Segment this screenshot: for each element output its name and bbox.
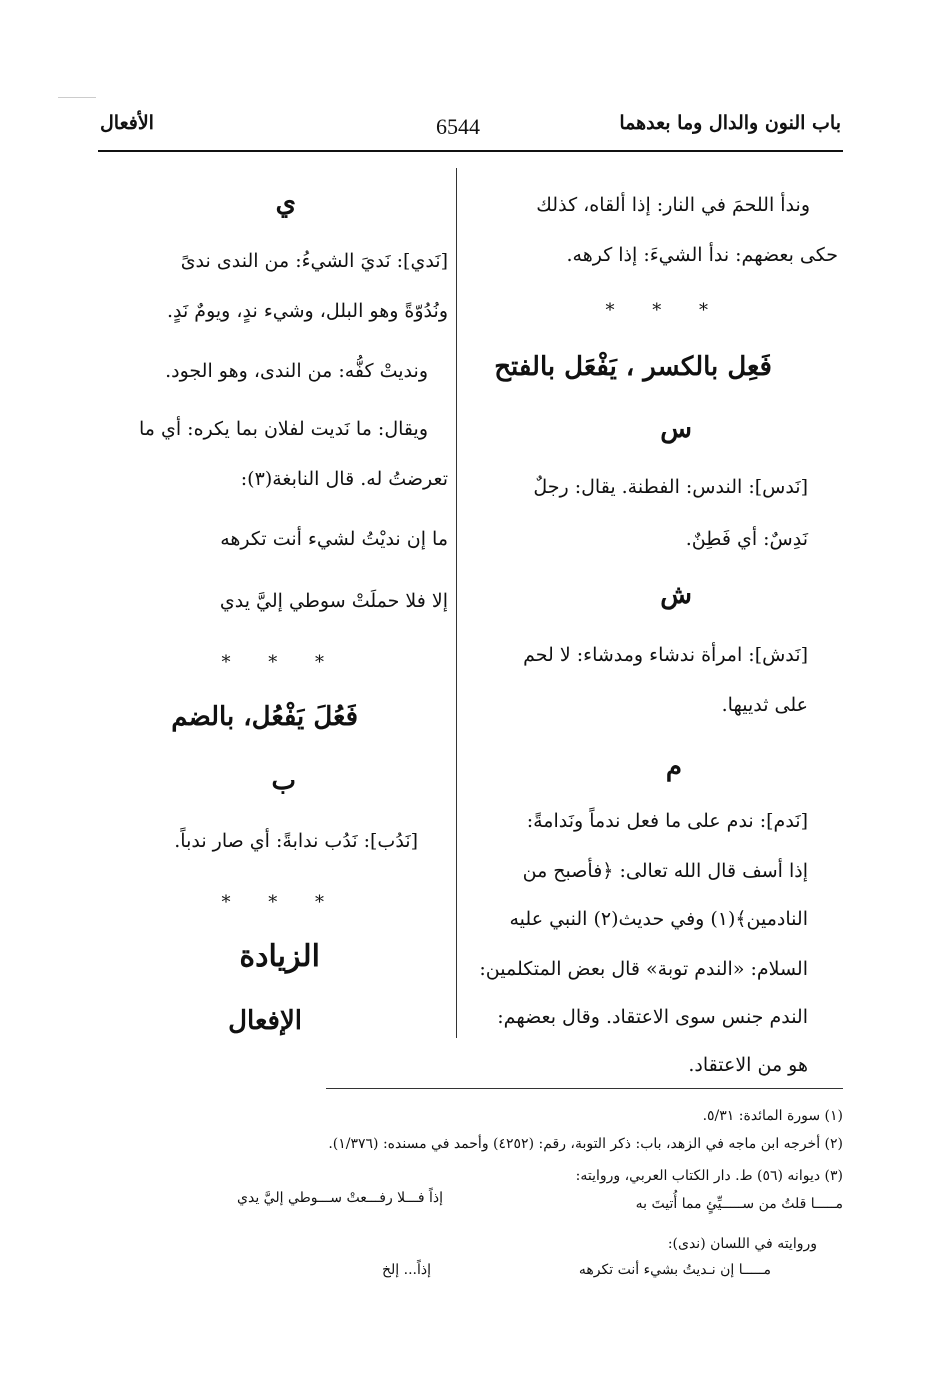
section-stars: * * * <box>221 892 340 913</box>
section-subtitle: الإفعال <box>228 1006 302 1036</box>
text-line: [نَدم]: ندم على ما فعل ندماً ونَدامةً: <box>526 810 808 832</box>
left-column <box>86 0 448 1080</box>
text-line: [نَدُب]: نَدُب ندابةً: أي صار ندباً. <box>174 830 418 852</box>
letter-heading: ش <box>660 580 692 610</box>
text-line: إذا أسف قال الله تعالى: ﴿فأصبح من <box>522 860 808 882</box>
running-head-left: الأفعال <box>100 112 154 134</box>
section-heading: فَعُلَ يَفْعُل، بالضم <box>171 702 358 732</box>
footnote: (١) سورة المائدة: ٥/٣١. <box>702 1108 843 1124</box>
right-column <box>466 0 842 1080</box>
section-stars: * * * <box>605 300 724 321</box>
text-line: هو من الاعتقاد. <box>688 1054 808 1076</box>
chapter-title: باب النون والدال وما بعدهما <box>619 112 841 134</box>
letter-heading: س <box>660 414 692 444</box>
section-title: الزيادة <box>239 939 320 974</box>
text-line: ويقال: ما نَديت لفلان بما يكره: أي ما <box>138 418 428 440</box>
text-line: ونُدُوّةً وهو البلل، وشيء ندٍ، ويومٌ نَدٍ. <box>166 300 448 322</box>
footnote: (٢) أخرجه ابن ماجه في الزهد، باب: ذكر التوبة، رقم: (٤٢٥٢) وأحمد في مسنده: (١/٣٧٦). <box>328 1136 843 1152</box>
footnote-rule <box>326 1088 843 1089</box>
column-divider <box>456 168 457 1038</box>
section-stars: * * * <box>221 652 340 673</box>
letter-heading: م <box>665 752 682 782</box>
text-line: [نَدي]: نَديَ الشيءُ: من الندى ندىً <box>180 250 448 272</box>
text-line: ونديتْ كفُّه: من الندى، وهو الجود. <box>165 360 428 382</box>
text-line: على ثدييها. <box>721 694 808 716</box>
footnote: (٣) ديوانه (٥٦) ط. دار الكتاب العربي، وروايته: <box>575 1168 843 1184</box>
footnote-verse: مـــــا إن نـديتُ بشيء أنت تكرهه <box>578 1262 771 1278</box>
footnote-verse: مـــــا قلتُ من ســـــيِّئٍ مما أُتيتَ به <box>635 1196 843 1212</box>
text-line: النادمين﴾(١) وفي حديث(٢) النبي عليه <box>509 908 808 930</box>
text-line: [نَدش]: امرأة ندشاء ومدشاء: لا لحم <box>523 644 808 666</box>
text-line: نَدِسٌ: أي فَطِنٌ. <box>685 528 808 550</box>
letter-heading: ي <box>275 188 296 218</box>
text-line: السلام: «الندم توبة» قال بعض المتكلمين: <box>479 958 808 980</box>
text-line: حكى بعضهم: ندأ الشيءَ: إذا كرهه. <box>566 244 838 266</box>
verse-line: إلا فلا حملَتْ سوطي إليَّ يدي <box>219 590 448 612</box>
text-line: الندم جنس سوى الاعتقاد. وقال بعضهم: <box>497 1006 808 1028</box>
page-number: 6544 <box>436 114 480 139</box>
letter-heading: ب <box>271 766 296 796</box>
text-line: تعرضتُ له. قال النابغة(٣): <box>240 468 448 490</box>
section-heading: فَعِل بالكسر ، يَفْعَل بالفتح <box>494 352 772 382</box>
verse-line: ما إن نديْتُ لشيء أنت تكرهه <box>220 528 448 550</box>
footnote: وروايته في اللسان (ندى): <box>667 1236 817 1252</box>
footnote-verse: إذاً فـــلا رفـــعتْ ســـوطي إليَّ يدي <box>237 1190 443 1206</box>
text-line: [نَدس]: الندس: الفطنة. يقال: رجلٌ <box>533 476 808 498</box>
footnote-verse: إذاً... إلخ <box>381 1262 431 1278</box>
text-line: وندأ اللحمَ في النار: إذا ألقاه، كذلك <box>536 194 810 216</box>
